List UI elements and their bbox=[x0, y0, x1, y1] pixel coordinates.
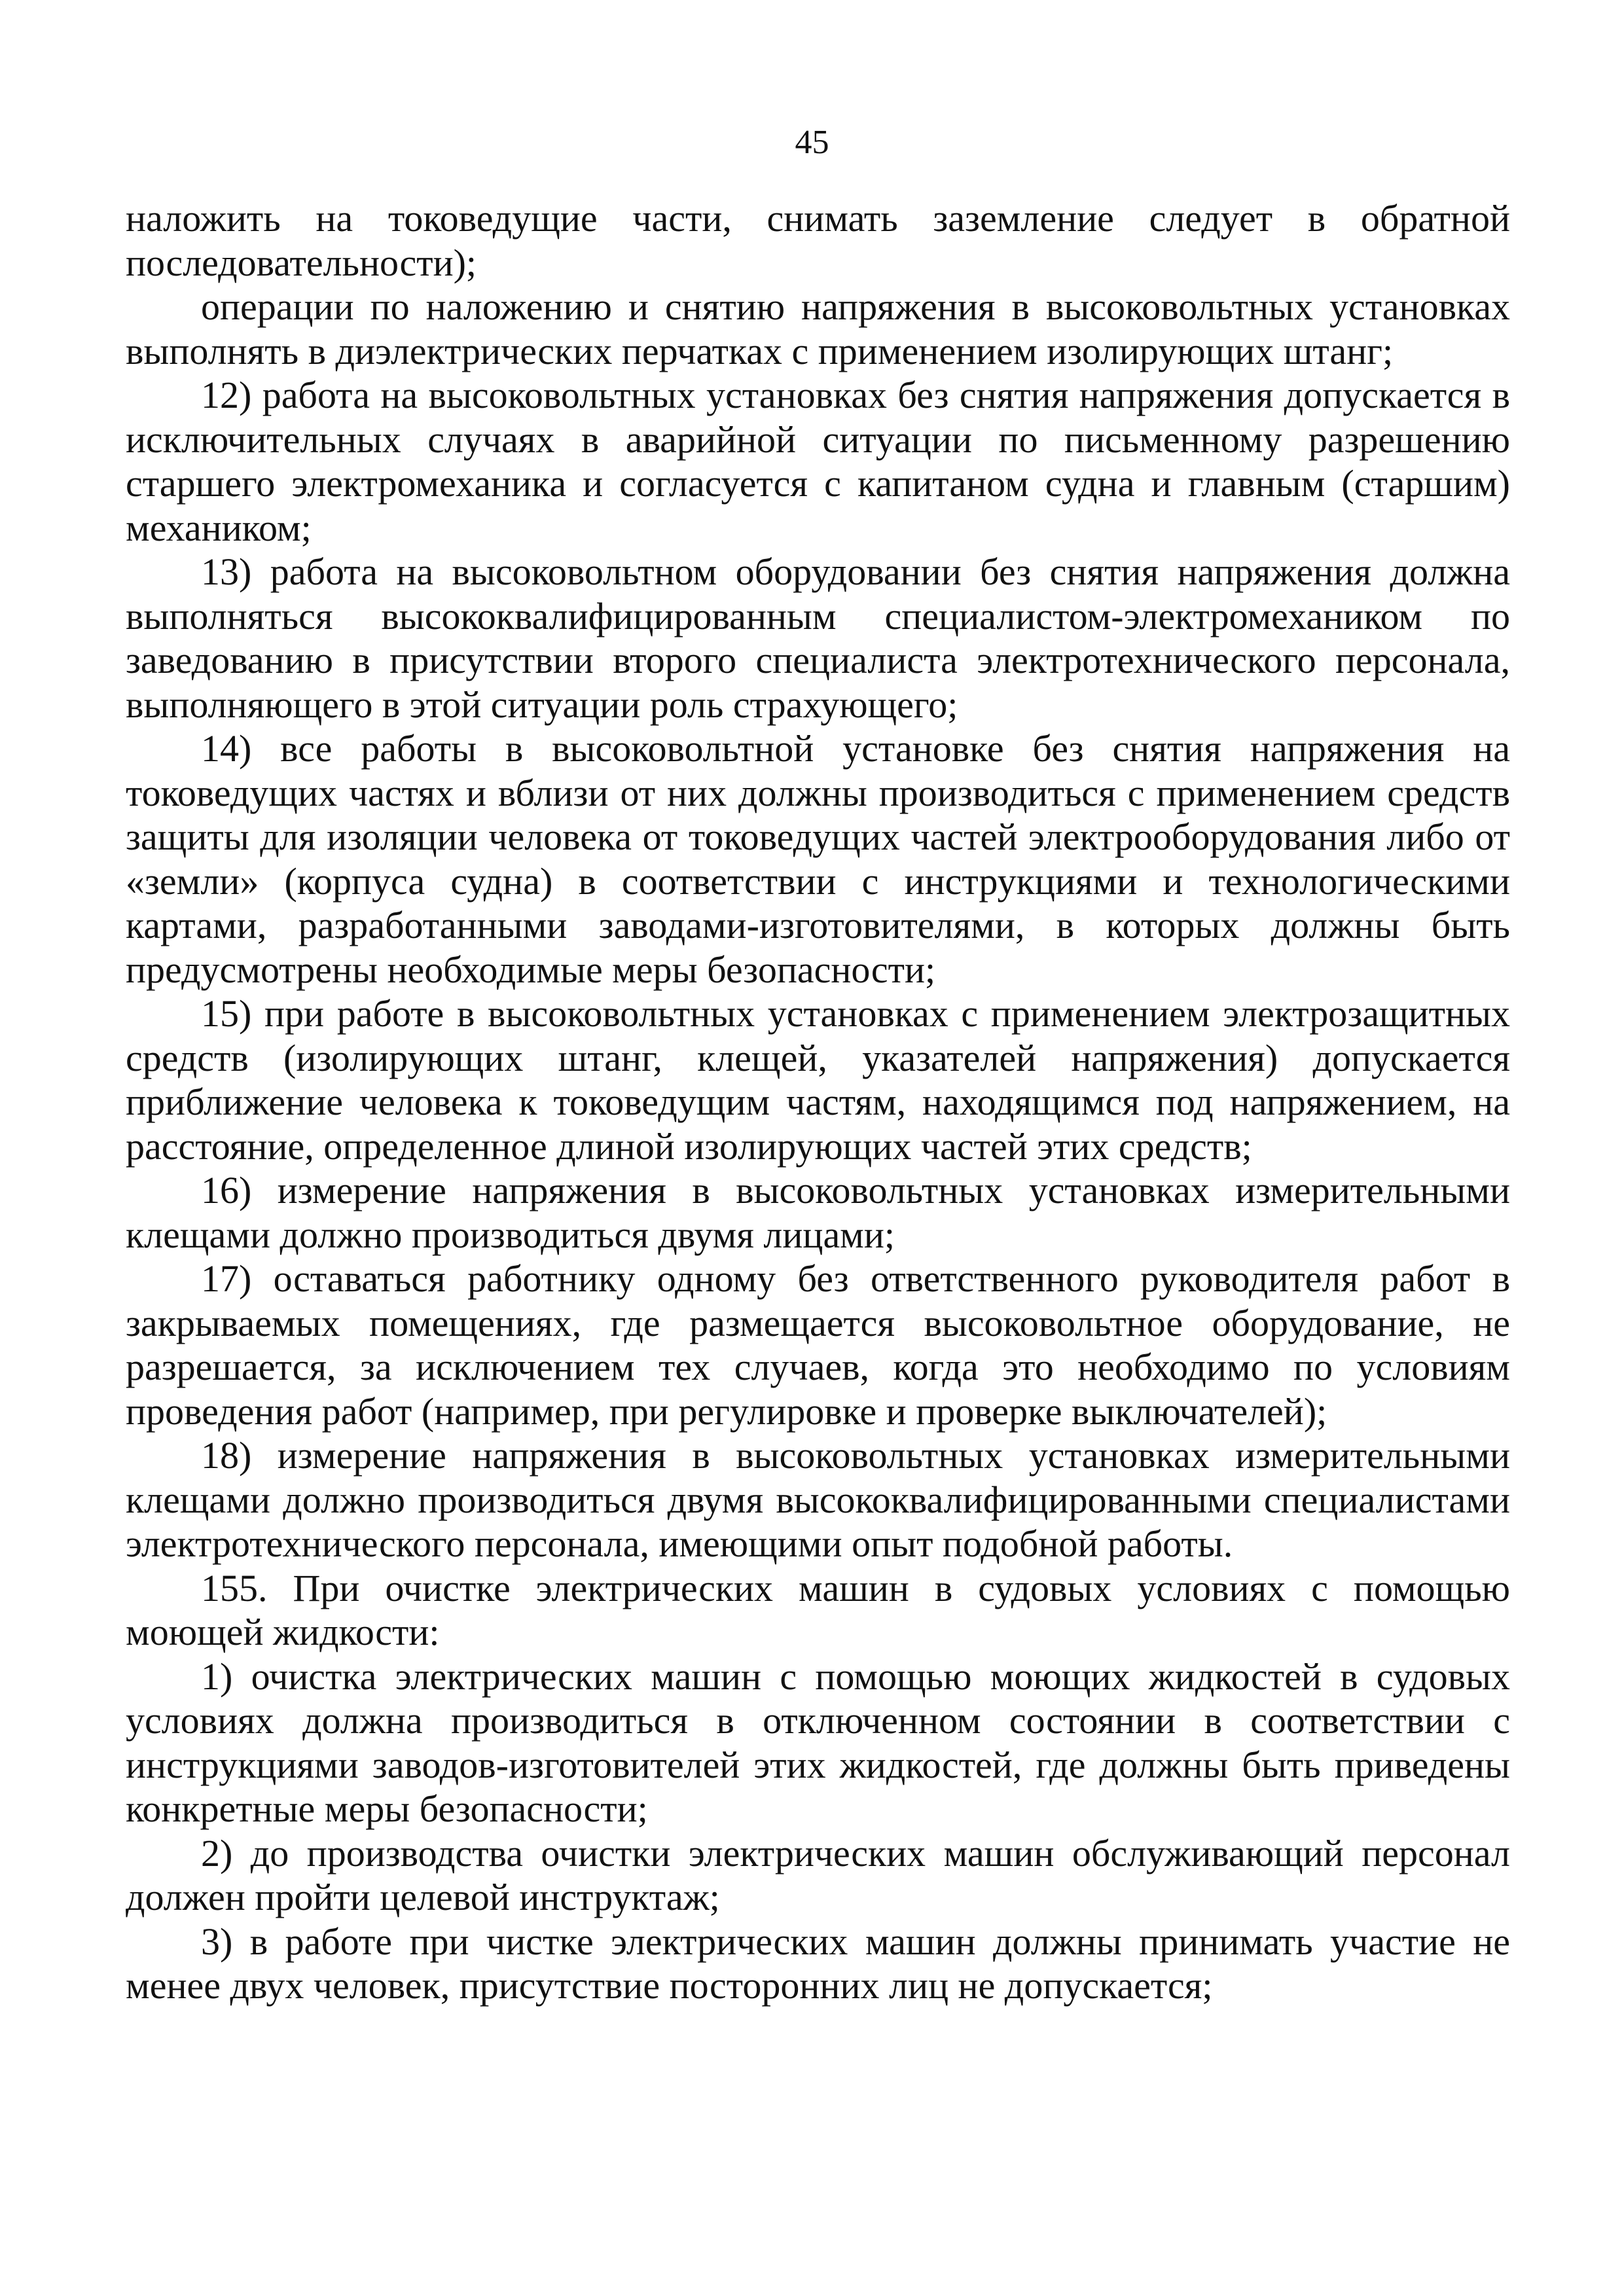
paragraph-item-17: 17) оставаться работнику одному без ответственного руководителя работ в закрываемых помещениях, где размещается высоковольтное оборудование, не разрешается, за исключением тех случаев, когда это необходимо по условиям проведения работ (например, при регулировке и проверке выключателей); bbox=[126, 1257, 1510, 1433]
paragraph-item-12: 12) работа на высоковольтных установках без снятия напряжения допускается в исключительных случаях в аварийной ситуации по письменному разрешению старшего электромеханика и согласуется с капитаном судна и главным (старшим) механиком; bbox=[126, 374, 1510, 549]
paragraph-155-item-3: 3) в работе при чистке электрических машин должны принимать участие не менее двух человек, присутствие посторонних лиц не допускается; bbox=[126, 1920, 1510, 2007]
paragraph-item-16: 16) измерение напряжения в высоковольтных установках измерительными клещами должно производиться двумя лицами; bbox=[126, 1169, 1510, 1256]
paragraph-item-13: 13) работа на высоковольтном оборудовании без снятия напряжения должна выполняться высококвалифицированным специалистом-электромехаником по заведованию в присутствии второго специалиста электротехнического персонала, выполняющего в этой ситуации роль страхующего; bbox=[126, 550, 1510, 726]
paragraph-item-14: 14) все работы в высоковольтной установке без снятия напряжения на токоведущих частях и вблизи от них должны производиться с применением средств защиты для изоляции человека от токоведущих частей электрооборудования либо от «земли» (корпуса судна) в соответствии с инструкциями и технологическими картами, разработанными заводами-изготовителями, в которых должны быть предусмотрены необходимые меры безопасности; bbox=[126, 727, 1510, 991]
paragraph-operations: операции по наложению и снятию напряжения в высоковольтных установках выполнять в диэлектрических перчатках с применением изолирующих штанг; bbox=[126, 285, 1510, 372]
paragraph-item-15: 15) при работе в высоковольтных установках с применением электрозащитных средств (изолирующих штанг, клещей, указателей напряжения) допускается приближение человека к токоведущим частям, находящимся под напряжением, на расстояние, определенное длиной изолирующих частей этих средств; bbox=[126, 992, 1510, 1168]
paragraph-item-18: 18) измерение напряжения в высоковольтных установках измерительными клещами должно производиться двумя высококвалифицированными специалистами электротехнического персонала, имеющими опыт подобной работы. bbox=[126, 1434, 1510, 1565]
document-body bbox=[126, 196, 1510, 2008]
page-number: 45 bbox=[795, 124, 829, 161]
paragraph-continuation: наложить на токоведущие части, снимать заземление следует в обратной последовательности); bbox=[126, 197, 1510, 284]
paragraph-155-item-2: 2) до производства очистки электрических машин обслуживающий персонал должен пройти целевой инструктаж; bbox=[126, 1831, 1510, 1918]
paragraph-section-155: 155. При очистке электрических машин в судовых условиях с помощью моющей жидкости: bbox=[126, 1566, 1510, 1653]
paragraph-155-item-1: 1) очистка электрических машин с помощью моющих жидкостей в судовых условиях должна производиться в отключенном состоянии в соответствии с инструкциями заводов-изготовителей этих жидкостей, где должны быть приведены конкретные меры безопасности; bbox=[126, 1655, 1510, 1830]
